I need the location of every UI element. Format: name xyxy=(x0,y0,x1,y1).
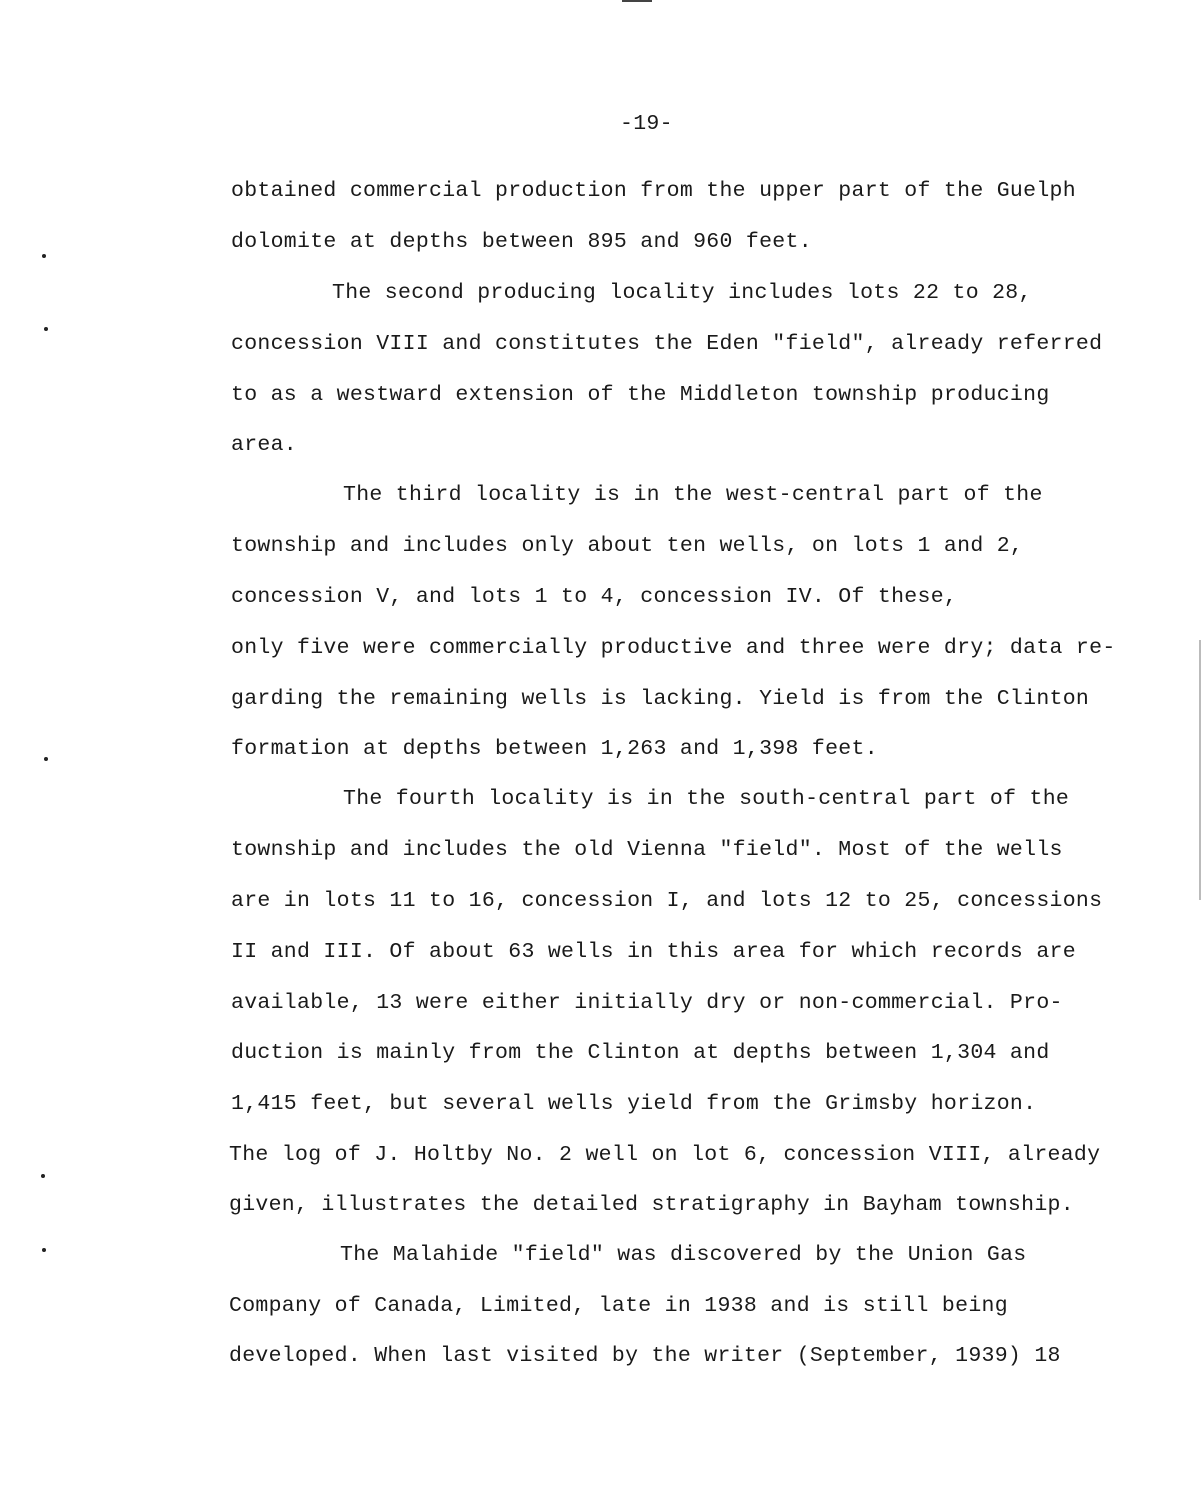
scan-dot xyxy=(44,757,48,761)
text-line: developed. When last visited by the writer (September, 1939) 18 xyxy=(229,1344,1061,1368)
text-line: duction is mainly from the Clinton at depths between 1,304 and xyxy=(231,1041,1050,1065)
text-line: to as a westward extension of the Middleton township producing xyxy=(231,383,1050,407)
text-line: township and includes only about ten wells, on lots 1 and 2, xyxy=(231,534,1024,558)
text-line: The log of J. Holtby No. 2 well on lot 6, concession VIII, already xyxy=(229,1143,1101,1167)
text-line: garding the remaining wells is lacking. Yield is from the Clinton xyxy=(231,687,1090,711)
scan-dot xyxy=(44,327,48,331)
text-line: only five were commercially productive and three were dry; data re- xyxy=(231,636,1116,660)
text-line: are in lots 11 to 16, concession I, and lots 12 to 25, concessions xyxy=(231,889,1103,913)
scan-dot xyxy=(41,1174,45,1178)
text-line: Company of Canada, Limited, late in 1938 and is still being xyxy=(229,1294,1008,1318)
scan-dot xyxy=(42,1248,46,1252)
text-line: The third locality is in the west-central part of the xyxy=(343,483,1043,507)
text-line: concession VIII and constitutes the Eden "field", already referred xyxy=(231,332,1103,356)
page-number: -19- xyxy=(620,112,673,136)
text-line: obtained commercial production from the upper part of the Guelph xyxy=(231,179,1076,203)
text-line: available, 13 were either initially dry or non-commercial. Pro- xyxy=(231,991,1063,1015)
scan-edge xyxy=(1199,640,1201,900)
text-line: 1,415 feet, but several wells yield from the Grimsby horizon. xyxy=(231,1092,1037,1116)
text-line: The fourth locality is in the south-central part of the xyxy=(343,787,1070,811)
scan-mark xyxy=(622,0,652,2)
text-line: The second producing locality includes lots 22 to 28, xyxy=(332,281,1032,305)
text-line: concession V, and lots 1 to 4, concession IV. Of these, xyxy=(231,585,958,609)
scan-dot xyxy=(42,254,46,258)
text-line: given, illustrates the detailed stratigraphy in Bayham township. xyxy=(229,1193,1074,1217)
text-line: II and III. Of about 63 wells in this area for which records are xyxy=(231,940,1076,964)
text-line: The Malahide "field" was discovered by the Union Gas xyxy=(340,1243,1027,1267)
text-line: area. xyxy=(231,433,298,457)
text-line: township and includes the old Vienna "field". Most of the wells xyxy=(231,838,1063,862)
text-line: formation at depths between 1,263 and 1,398 feet. xyxy=(231,737,878,761)
text-line: dolomite at depths between 895 and 960 feet. xyxy=(231,230,812,254)
